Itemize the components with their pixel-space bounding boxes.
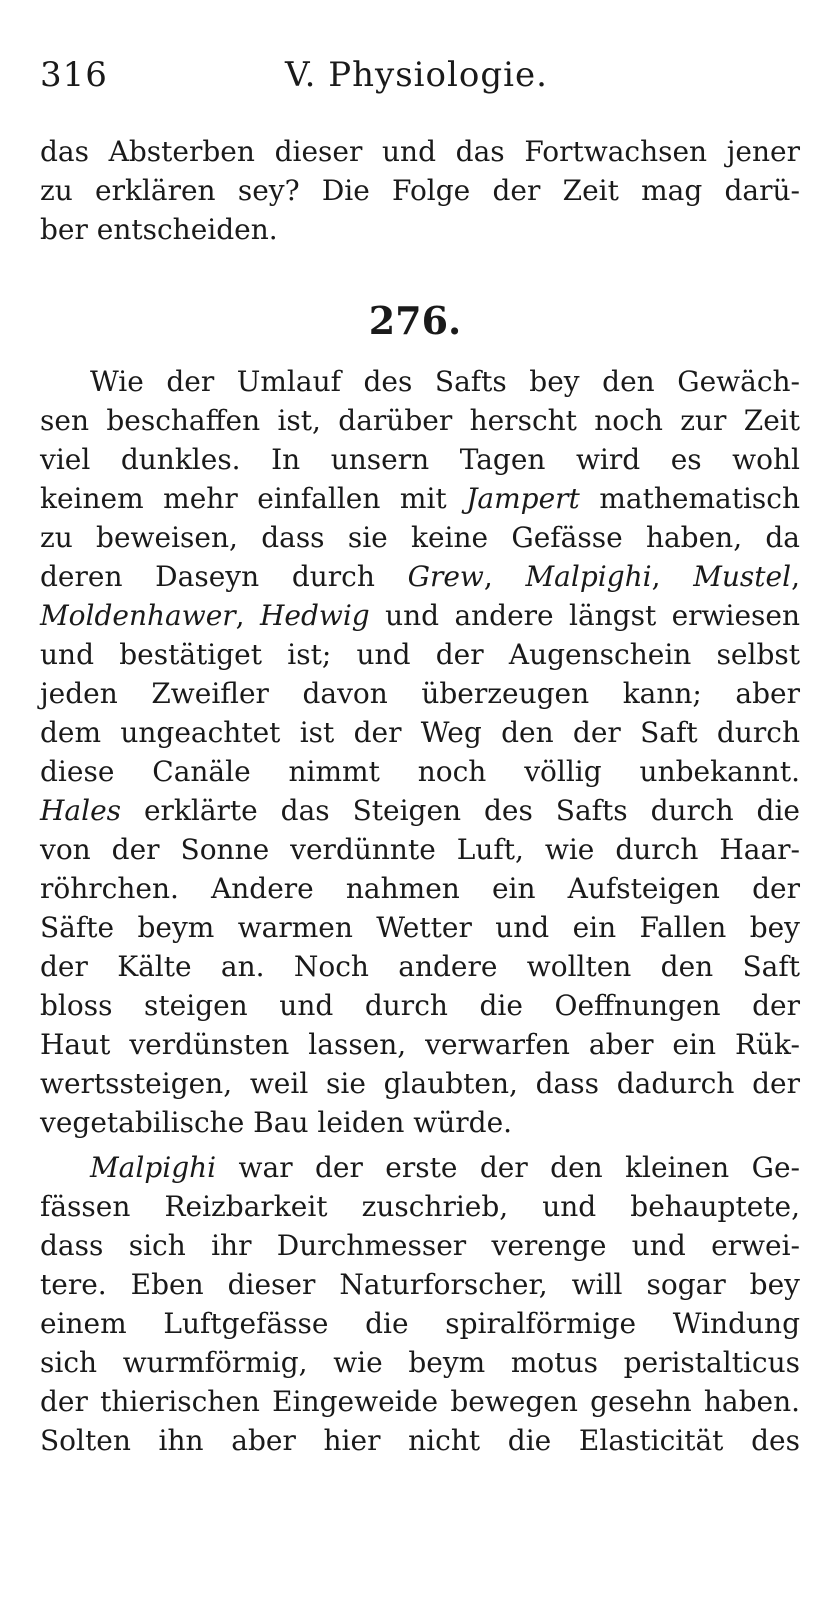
text-line: ber entscheiden. — [40, 213, 278, 246]
author-name: Hales — [40, 794, 122, 827]
text-line: tere. Eben dieser Naturforscher, will sogar bey — [40, 1268, 800, 1301]
text-fragment: war der erste der den kleinen Ge- — [216, 1151, 800, 1184]
text-line — [40, 791, 800, 830]
text-line — [40, 479, 800, 518]
text-line: dass sich ihr Durchmesser verenge und erwei- — [40, 1229, 800, 1262]
text-fragment: , — [791, 560, 800, 593]
page-header — [40, 55, 800, 105]
text-fragment: erklärte das Steigen des Safts durch die — [121, 794, 800, 827]
author-name: Jampert — [466, 482, 580, 515]
text-line: viel dunkles. In unsern Tagen wird es wohl — [40, 443, 800, 476]
running-title: V. Physiologie. — [285, 55, 548, 95]
author-name: Malpighi — [90, 1151, 217, 1184]
text-line: dem ungeachtet ist der Weg den der Saft durch — [40, 716, 800, 749]
author-name: Hedwig — [259, 599, 370, 632]
text-line: zu beweisen, dass sie keine Gefässe haben, da — [40, 521, 800, 554]
paragraph-2 — [40, 1148, 800, 1460]
text-line: und bestätiget ist; und der Augenschein selbst — [40, 638, 800, 671]
text-fragment: , — [483, 560, 526, 593]
author-name: Grew — [407, 560, 484, 593]
text-line: sich wurmförmig, wie beym motus peristalticus — [40, 1346, 800, 1379]
text-line: Solten ihn aber hier nicht die Elasticität des — [40, 1424, 800, 1457]
text-fragment: , — [651, 560, 694, 593]
continuation-text — [40, 132, 800, 249]
text-line: zu erklären sey? Die Folge der Zeit mag darü- — [40, 174, 800, 207]
text-line: der thierischen Eingeweide bewegen gesehn haben. — [40, 1385, 800, 1418]
text-line: jeden Zweifler davon überzeugen kann; aber — [40, 677, 800, 710]
text-fragment: mathematisch — [579, 482, 800, 515]
text-line: fässen Reizbarkeit zuschrieb, und behauptete, — [40, 1190, 800, 1223]
text-line: das Absterben dieser und das Fortwachsen jener — [40, 135, 800, 168]
text-line — [40, 596, 800, 635]
text-line: sen beschaffen ist, darüber herscht noch zur Zeit — [40, 404, 800, 437]
text-line: Säfte beym warmen Wetter und ein Fallen bey — [40, 911, 800, 944]
text-fragment: und andere längst erwiesen — [369, 599, 800, 632]
page-number: 316 — [40, 55, 108, 95]
text-line — [40, 557, 800, 596]
author-name: Moldenhawer — [40, 599, 236, 632]
text-line: Haut verdünsten lassen, verwarfen aber ein Rük- — [40, 1028, 800, 1061]
text-line: der Kälte an. Noch andere wollten den Saft — [40, 950, 800, 983]
text-line: einem Luftgefässe die spiralförmige Windung — [40, 1307, 800, 1340]
text-line: diese Canäle nimmt noch völlig unbekannt. — [40, 755, 800, 788]
text-line: röhrchen. Andere nahmen ein Aufsteigen der — [40, 872, 800, 905]
author-name: Malpighi — [525, 560, 652, 593]
author-name: Mustel — [693, 560, 792, 593]
text-fragment: keinem mehr einfallen mit — [40, 482, 467, 515]
text-line: Wie der Umlauf des Safts bey den Gewäch- — [90, 365, 800, 398]
text-fragment: deren Daseyn durch — [40, 560, 408, 593]
text-line — [40, 1148, 800, 1187]
text-line: wertssteigen, weil sie glaubten, dass dadurch der — [40, 1067, 800, 1100]
text-line: bloss steigen und durch die Oeffnungen der — [40, 989, 800, 1022]
text-line: vegetabilische Bau leiden würde. — [40, 1106, 513, 1139]
text-fragment: , — [235, 599, 260, 632]
section-number: 276. — [368, 298, 462, 343]
paragraph-1 — [40, 362, 800, 1142]
text-line: von der Sonne verdünnte Luft, wie durch Haar- — [40, 833, 800, 866]
